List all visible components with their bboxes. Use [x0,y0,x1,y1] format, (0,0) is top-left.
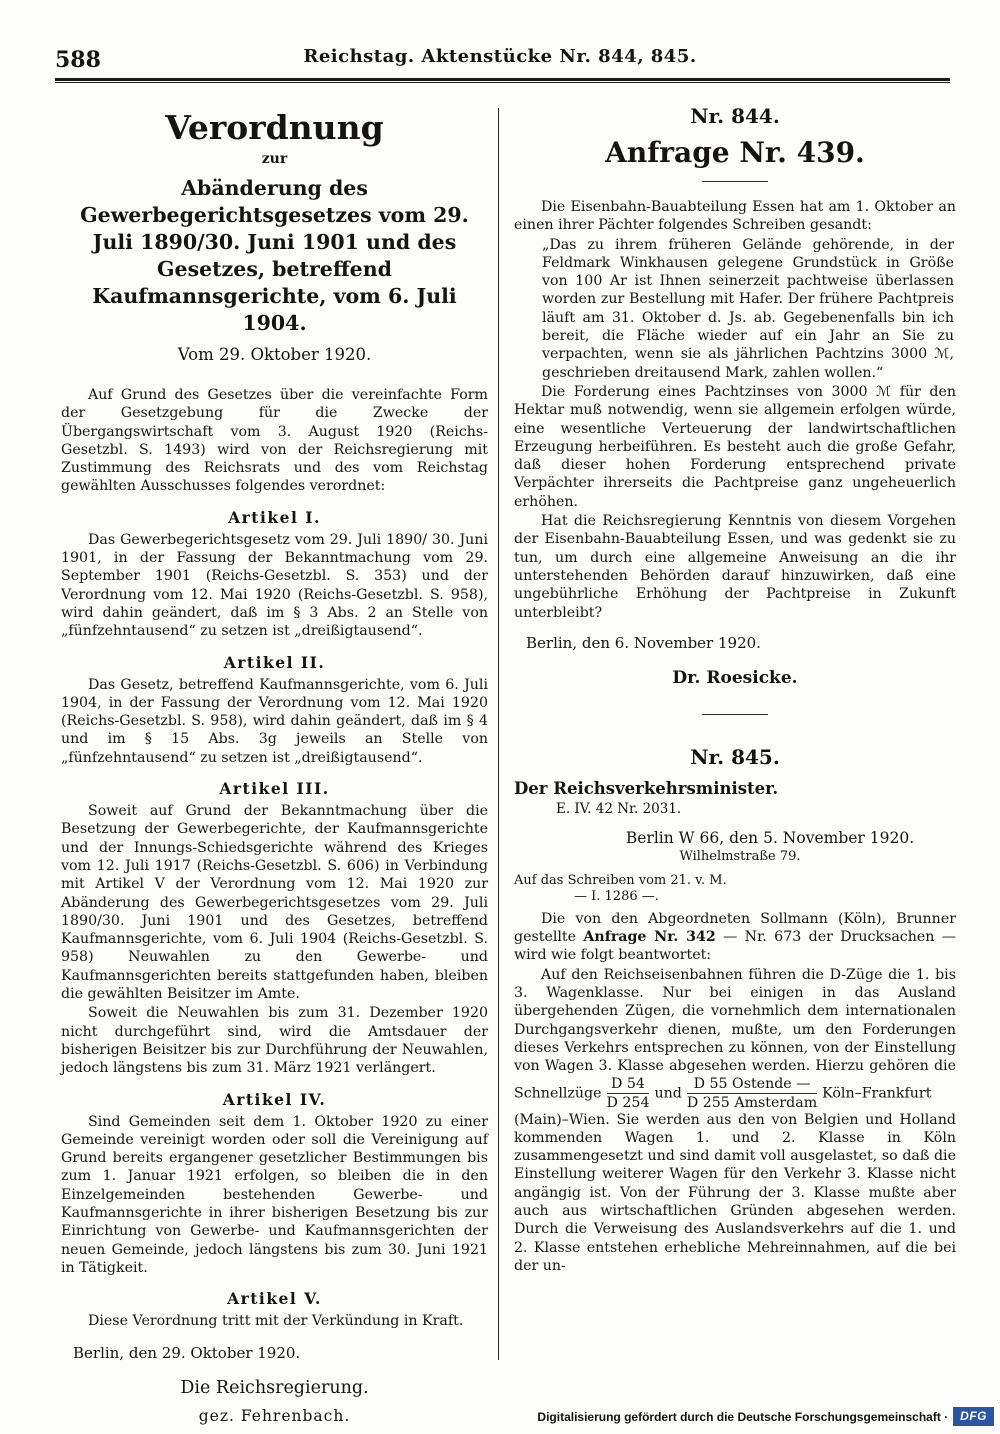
artikel-3-paragraph-1: Soweit auf Grund der Bekanntmachung über die Besetzung der Gewerbegerichte, der Kaufmannsgerichte und der Innungs-Schiedsgerichte während des Krieges vom 12. Juli 1917 (Reichs-Gesetzbl. S. 606) in Verbindung mit Artikel V der Verordnung vom 12. Mai 1920 zur Abänderung des Gewerbegerichtsgesetzes vom 29. Juli 1890/30. Juni 1901 und des Gesetzes, betreffend Kaufmannsgerichte, vom 6. Juli 1904 (Reichs-Gesetzbl. S. 958) Neuwahlen zu den Gewerbe- und Kaufmannsgerichten bereits stattgefunden haben, bleiben die gewählten Beisitzer im Amte. [61,803,488,1003]
nr-845-heading: Nr. 845. [690,744,780,769]
artikel-1-heading: Artikel I. [228,507,321,527]
right-column [499,94,958,1370]
signature-name: gez. Fehrenbach. [198,1407,351,1426]
anfrage-signature: Dr. Roesicke. [672,667,798,688]
answer-intro-post: — Nr. 673 der Drucksachen — wird wie folgt beantwortet: [514,929,956,964]
left-place-date: Berlin, den 29. Oktober 1920. [73,1344,301,1363]
section-rule [702,714,768,715]
intro-paragraph: Auf Grund des Gesetzes über die vereinfachte Form der Gesetzgebung für die Zwecke der Übergangswirtschaft vom 3. August 1920 (Reichs-Gesetzbl. S. 1493) wird von der Reichsregierung mit Zustimmung des Reichsrats und des vom Reichstag gewählten Ausschusses folgendes verordnet: [61,387,488,495]
train-d254: D 254 [606,1094,650,1111]
artikel-3-heading: Artikel III. [219,779,330,799]
nr845-address: Wilhelmstraße 79. [679,848,801,864]
verordnung-subtitle: Abänderung des Gewerbegerichtsgesetzes vom 29. Juli 1890/30. Juni 1901 und des Gesetzes, betreffend Kaufmannsgerichte, vom 6. Juli 1904. [80,176,469,335]
artikel-2-heading: Artikel II. [223,652,326,672]
train-d55: D 55 Ostende — [687,1076,817,1094]
anfrage-paragraph-3: Hat die Reichsregierung Kenntnis von diesem Vorgehen der Eisenbahn-Bauabteilung Essen, und was gedenkt sie zu tun, um durch eine allgemeine Anweisung an die ihr unterstehenden Behörden darauf hinzuwirken, daß eine ungebührliche Erhöhung der Pachtpreise in Zukunft unterbleibt? [514,513,956,621]
artikel-4-heading: Artikel IV. [222,1089,327,1109]
artikel-3-paragraph-2: Soweit die Neuwahlen bis zum 31. Dezember 1920 nicht durchgeführt sind, wird die Amtsdauer der bisherigen Beisitzer bis zur Durchführung der Neuwahlen, jedoch längstens bis zum 31. März 1921 verlängert. [61,1005,488,1077]
answer-body-segment-c: Köln–Frankfurt (Main)–Wien. Sie werden aus den von Belgien und Holland kommenden Wagen 1. und 2. Klasse in Köln zusammengesetzt und sind damit voll ausgelastet, so daß die Einstellung weiterer Wagen für den Verkehr 3. Klasse nicht angängig ist. Von der Führung der 3. Klasse mußte aber auch aus wirtschaftlichen Gründen abgesehen werden. Durch die Verweisung des Auslandsverkehrs auf die 1. und 2. Klasse entstehen erhebliche Mehreinnahmen, auf die bei der un- [514,1085,956,1274]
anfrage-439-title: Anfrage Nr. 439. [605,136,865,169]
running-head: Reichstag. Aktenstücke Nr. 844, 845. [303,46,697,67]
nr845-place-date: Berlin W 66, den 5. November 1920. [625,828,915,847]
left-column [57,94,498,1426]
verordnung-title: Verordnung [165,108,384,147]
vom-date-line: Vom 29. Oktober 1920. [177,345,372,364]
artikel-1-paragraph: Das Gewerbegerichtsgesetz vom 29. Juli 1890/ 30. Juni 1901, in der Fassung der Bekanntmachung vom 29. September 1901 (Reichs-Gesetzbl. S. 353) und der Verordnung vom 12. Mai 1920 (Reichs-Gesetzbl. S. 958), wird dahin geändert, daß im § 3 Abs. 2 an Stelle von „fünfzehntausend“ zu setzen ist „dreißigtausend“. [61,531,488,640]
header-rule [55,78,950,83]
answer-body-segment-und: und [654,1085,682,1101]
answer-intro-bold: Anfrage Nr. 342 [583,929,716,946]
train-d255: D 255 Amsterdam [686,1094,818,1111]
artikel-2-paragraph: Das Gesetz, betreffend Kaufmannsgerichte, vom 6. Juli 1904, in der Fassung der Verordnung vom 12. Mai 1920 (Reichs-Gesetzbl. S. 958), wird dahin geändert, daß im § 4 und im § 15 Abs. 3g jeweils an Stelle von „fünfzehntausend“ zu setzen ist „dreißigtausend“. [61,676,488,766]
artikel-4-paragraph: Sind Gemeinden seit dem 1. Oktober 1920 zu einer Gemeinde vereinigt worden oder soll die Vereinigung auf Grund bereits ergangener gesetzlicher Bestimmungen bis zum 1. Januar 1921 erfolgen, so bleiben die in den Einzelgemeinden bestehenden Gewerbe- und Kaufmannsgerichte in ihrer bisherigen Besetzung bis zur Einrichtung von Gewerbe- und Kaufmannsgerichten der neuen Gemeinde, jedoch längstens bis zum 30. Juni 1921 in Tätigkeit. [61,1113,488,1276]
page-number: 588 [55,47,101,73]
digitization-credit-text: Digitalisierung gefördert durch die Deutsche Forschungsgemeinschaft · [537,1409,949,1424]
file-reference: E. IV. 42 Nr. 2031. [556,800,682,817]
nr-844-heading: Nr. 844. [690,104,780,128]
quoted-letter: „Das zu ihrem früheren Gelände gehörende, in der Feldmark Winkhausen gelegene Grundstück in Größe von 100 Ar ist Ihnen seinerzeit pachtweise überlassen worden zur Bestellung mit Hafer. Der frühere Pachtpreis läuft am 31. Oktober d. Js. ab. Gegebenenfalls bin ich bereit, die Fläche wieder auf ein Jahr an Sie zu verpachten, wenn sie als jährlichen Pachtzins 3000 ℳ, geschrieben dreitausend Mark, zahlen wollen.“ [542,236,954,381]
answer-body [514,966,956,1275]
signature-organization: Die Reichsregierung. [180,1378,369,1399]
re-reference: — I. 1286 —. [574,888,659,904]
dfg-logo: DFG [953,1407,994,1426]
zur-line: zur [261,151,288,167]
section-rule [702,181,768,182]
minister-line: Der Reichsverkehrsminister. [514,778,779,798]
digitization-footer [537,1407,994,1426]
page-header [55,46,945,76]
artikel-5-heading: Artikel V. [227,1289,322,1309]
re-line: Auf das Schreiben vom 21. v. M. [514,872,727,888]
answer-intro [514,910,956,965]
anfrage-intro: Die Eisenbahn-Bauabteilung Essen hat am 1. Oktober an einen ihrer Pächter folgendes Schreiben gesandt: [514,199,956,234]
answer-body-segment-a: Auf den Reichseisenbahnen führen die D-Züge die 1. bis 3. Wagenklasse. Nur bei einigen in das Ausland übergehenden Zügen, die vornehmlich dem internationalen Durchgangsverkehr dienen, mußte, um den Forderungen dieses Verkehrs entsprechen zu können, von der Einstellung von Wagen 3. Klasse abgesehen werden. Hierzu gehören die Schnellzüge [514,966,956,1101]
answer-intro-pre: Die von den Abgeordneten Sollmann (Köln), Brunner gestellte [514,910,956,946]
anfrage-place-date: Berlin, den 6. November 1920. [526,633,761,652]
train-fraction-d55 [687,1076,817,1111]
train-fraction-d54 [607,1076,650,1111]
anfrage-paragraph-2: Die Forderung eines Pachtzinses von 3000 ℳ für den Hektar muß notwendig, wenn sie allgemein erfolgen würde, eine wesentliche Verteuerung der landwirtschaftlichen Erzeugung herbeiführen. Es besteht auch die große Gefahr, daß dieser hohen Forderung entsprechend private Verpächter ihrerseits die Pachtpreise ganz ungeheuerlich erhöhen. [514,383,956,510]
train-d54: D 54 [607,1076,650,1094]
artikel-5-paragraph: Diese Verordnung tritt mit der Verkündung in Kraft. [88,1313,464,1330]
